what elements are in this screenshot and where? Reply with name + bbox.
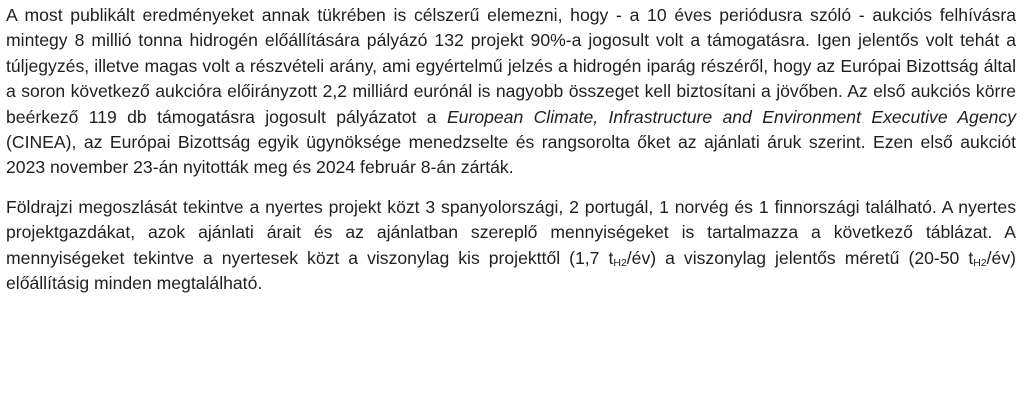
subscript-h2: H2 [613, 256, 627, 269]
text-segment: /év) előállításig minden megtalálható. [6, 247, 1016, 294]
agency-name-italic: European Climate, Infrastructure and Environment Executive Agency [446, 106, 1016, 127]
document-body [6, 3, 1016, 296]
text-segment: A most publikált eredményeket annak tükrében is célszerű elemezni, hogy - a 10 éves periódusra szóló - aukciós felhívásra mintegy 8 millió tonna hidrogén előállítására pályázó 132 projekt 90%-a jogosult volt a támogatásra. Igen jelentős volt tehát a túljegyzés, illetve magas volt a részvételi arány, ami egyértelmű jelzés a hidrogén iparág részéről, hogy az Európai Bizottság által a soron következő aukcióra előirányzott 2,2 milliárd eurónál is nagyobb összeget kell biztosítani a jövőben. Az első aukciós körre beérkező 119 db támogatásra jogosult pályázatot a [6, 5, 1016, 127]
paragraph-geographic-distribution [6, 195, 1016, 297]
paragraph-auction-results [6, 3, 1016, 181]
text-segment: (CINEA), az Európai Bizottság egyik ügynöksége menedzselte és rangsorolta őket az ajánlati áruk szerint. Ezen első aukciót 2023 november 23-án nyitották meg és 2024 február 8-án zárták. [6, 132, 1016, 178]
text-segment: Földrajzi megoszlását tekintve a nyertes projekt közt 3 spanyolországi, 2 portugál, 1 norvég és 1 finnországi található. A nyertes projektgazdákat, azok ajánlati árait és az ajánlatban szereplő mennyiségeket is tartalmazza a következő táblázat. A mennyiségeket tekintve a nyertesek közt a viszonylag kis projekttől (1,7 t [6, 196, 1016, 268]
text-segment: /év) a viszonylag jelentős méretű (20-50 t [626, 247, 974, 268]
subscript-h2: H2 [973, 256, 987, 269]
